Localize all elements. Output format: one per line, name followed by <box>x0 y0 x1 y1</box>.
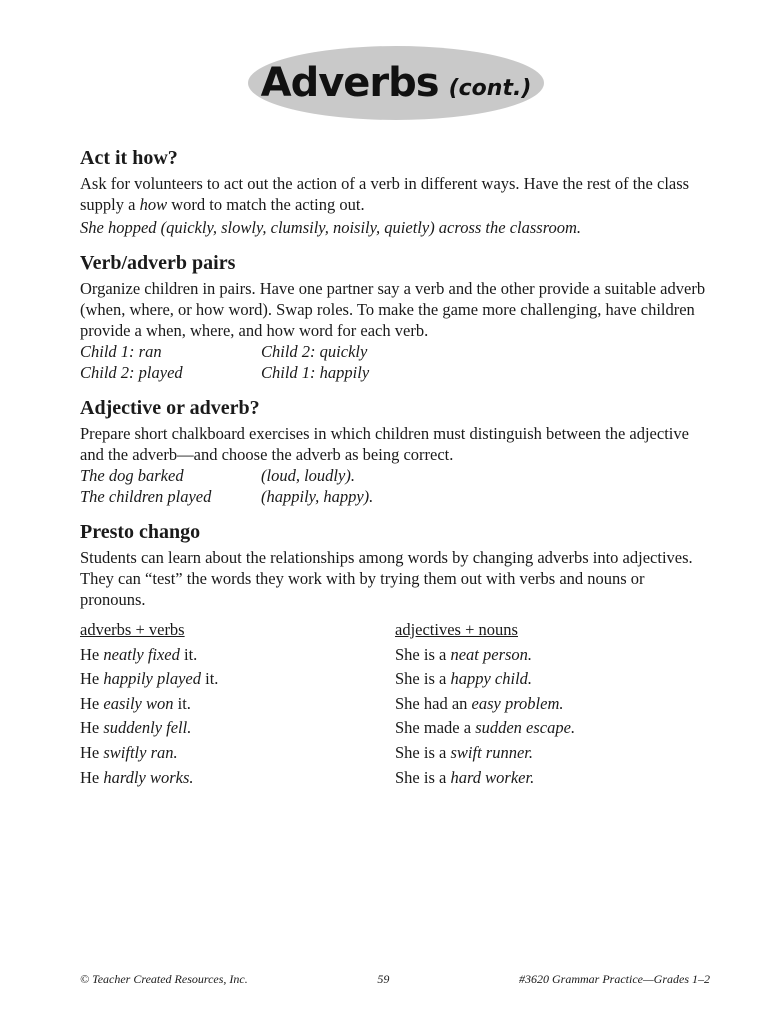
adjectives-nouns-column <box>395 618 710 790</box>
footer-book-title: #3620 Grammar Practice—Grades 1–2 <box>519 972 710 986</box>
body-italic: how <box>139 195 168 214</box>
title-cont: (cont.) <box>448 75 532 101</box>
row-italic-phrase: hard worker. <box>450 767 535 787</box>
table-row <box>395 741 710 766</box>
table-row <box>80 741 395 766</box>
row-text: She made a <box>395 718 476 738</box>
example-cell: Child 1: happily <box>261 363 370 382</box>
example-row <box>80 465 710 486</box>
row-text: He <box>80 718 104 738</box>
title-main: Adverbs <box>260 60 439 106</box>
section-adjective-or-adverb <box>80 395 710 507</box>
table-row <box>80 766 395 791</box>
adverbs-verbs-column <box>80 618 395 790</box>
footer-copyright: © Teacher Created Resources, Inc. <box>80 972 248 986</box>
column-header: adjectives + nouns <box>395 620 518 639</box>
table-row <box>80 667 395 692</box>
example-cell: The dog barked <box>80 466 184 485</box>
example-cell: (loud, loudly). <box>261 466 355 485</box>
section-body: Prepare short chalkboard exercises in which children must distinguish between the adjective and the adverb—and choose the adverb as being correct. <box>80 424 689 464</box>
table-row <box>80 643 395 668</box>
row-italic-phrase: easily won <box>103 693 174 713</box>
section-body: Organize children in pairs. Have one partner say a verb and the other provide a suitable adverb (when, where, or how word). Swap roles. To make the game more challenging, have children provide a when, where, and how word for each verb. <box>80 279 706 340</box>
row-text: it. <box>200 669 219 689</box>
row-italic-phrase: sudden escape. <box>475 718 576 738</box>
table-row <box>80 692 395 717</box>
table-row <box>395 692 710 717</box>
body-text: word to match the acting out. <box>167 195 365 214</box>
section-heading: Verb/adverb pairs <box>80 252 236 274</box>
example-cell: Child 2: played <box>80 363 183 382</box>
column-header: adverbs + verbs <box>80 620 185 639</box>
section-body: Students can learn about the relationships among words by changing adverbs into adjectives. They can “test” the words they work with by trying them out with verbs and nouns or pronouns. <box>80 548 693 609</box>
table-row <box>395 667 710 692</box>
table-row <box>395 643 710 668</box>
example-row <box>80 362 710 383</box>
section-body <box>80 173 710 215</box>
row-text: She is a <box>395 644 451 664</box>
row-text: She is a <box>395 742 451 762</box>
table-row <box>80 716 395 741</box>
example-sentence: She hopped (quickly, slowly, clumsily, noisily, quietly) across the classroom. <box>80 218 582 237</box>
row-italic-phrase: hardly works. <box>103 767 194 787</box>
example-row <box>80 341 710 362</box>
row-italic-phrase: swiftly ran. <box>103 742 178 762</box>
example-cell: Child 2: quickly <box>261 342 368 361</box>
table-row <box>395 716 710 741</box>
example-cell: Child 1: ran <box>80 342 162 361</box>
row-text: She had an <box>395 693 472 713</box>
example-cell: The children played <box>80 487 212 506</box>
section-presto-chango <box>80 519 710 790</box>
section-heading: Presto chango <box>80 521 201 543</box>
page-title <box>248 46 544 120</box>
row-italic-phrase: swift runner. <box>450 742 533 762</box>
body-text: Ask for volunteers to act out the action of a verb in different ways. Have the rest of the class supply a <box>80 174 690 214</box>
row-italic-phrase: happily played <box>103 669 201 689</box>
footer-page-number: 59 <box>377 972 390 986</box>
row-text: He <box>80 669 104 689</box>
content <box>80 145 710 790</box>
row-italic-phrase: happy child. <box>450 669 533 689</box>
row-italic-phrase: neat person. <box>450 644 533 664</box>
row-text: She is a <box>395 767 451 787</box>
row-text: it. <box>173 693 191 713</box>
section-heading: Act it how? <box>80 147 178 169</box>
section-act-it-how <box>80 145 710 238</box>
example-cell: (happily, happy). <box>261 487 374 506</box>
row-text: He <box>80 767 104 787</box>
row-text: He <box>80 644 104 664</box>
row-italic-phrase: neatly fixed <box>103 644 180 664</box>
row-italic-phrase: suddenly fell. <box>103 718 192 738</box>
row-text: it. <box>179 644 198 664</box>
row-text: She is a <box>395 669 451 689</box>
table-row <box>395 766 710 791</box>
section-verb-adverb-pairs <box>80 250 710 383</box>
page-footer <box>80 972 710 987</box>
row-text: He <box>80 742 104 762</box>
word-table <box>80 618 710 790</box>
example-row <box>80 486 710 507</box>
row-text: He <box>80 693 104 713</box>
row-italic-phrase: easy problem. <box>471 693 564 713</box>
section-heading: Adjective or adverb? <box>80 397 260 419</box>
